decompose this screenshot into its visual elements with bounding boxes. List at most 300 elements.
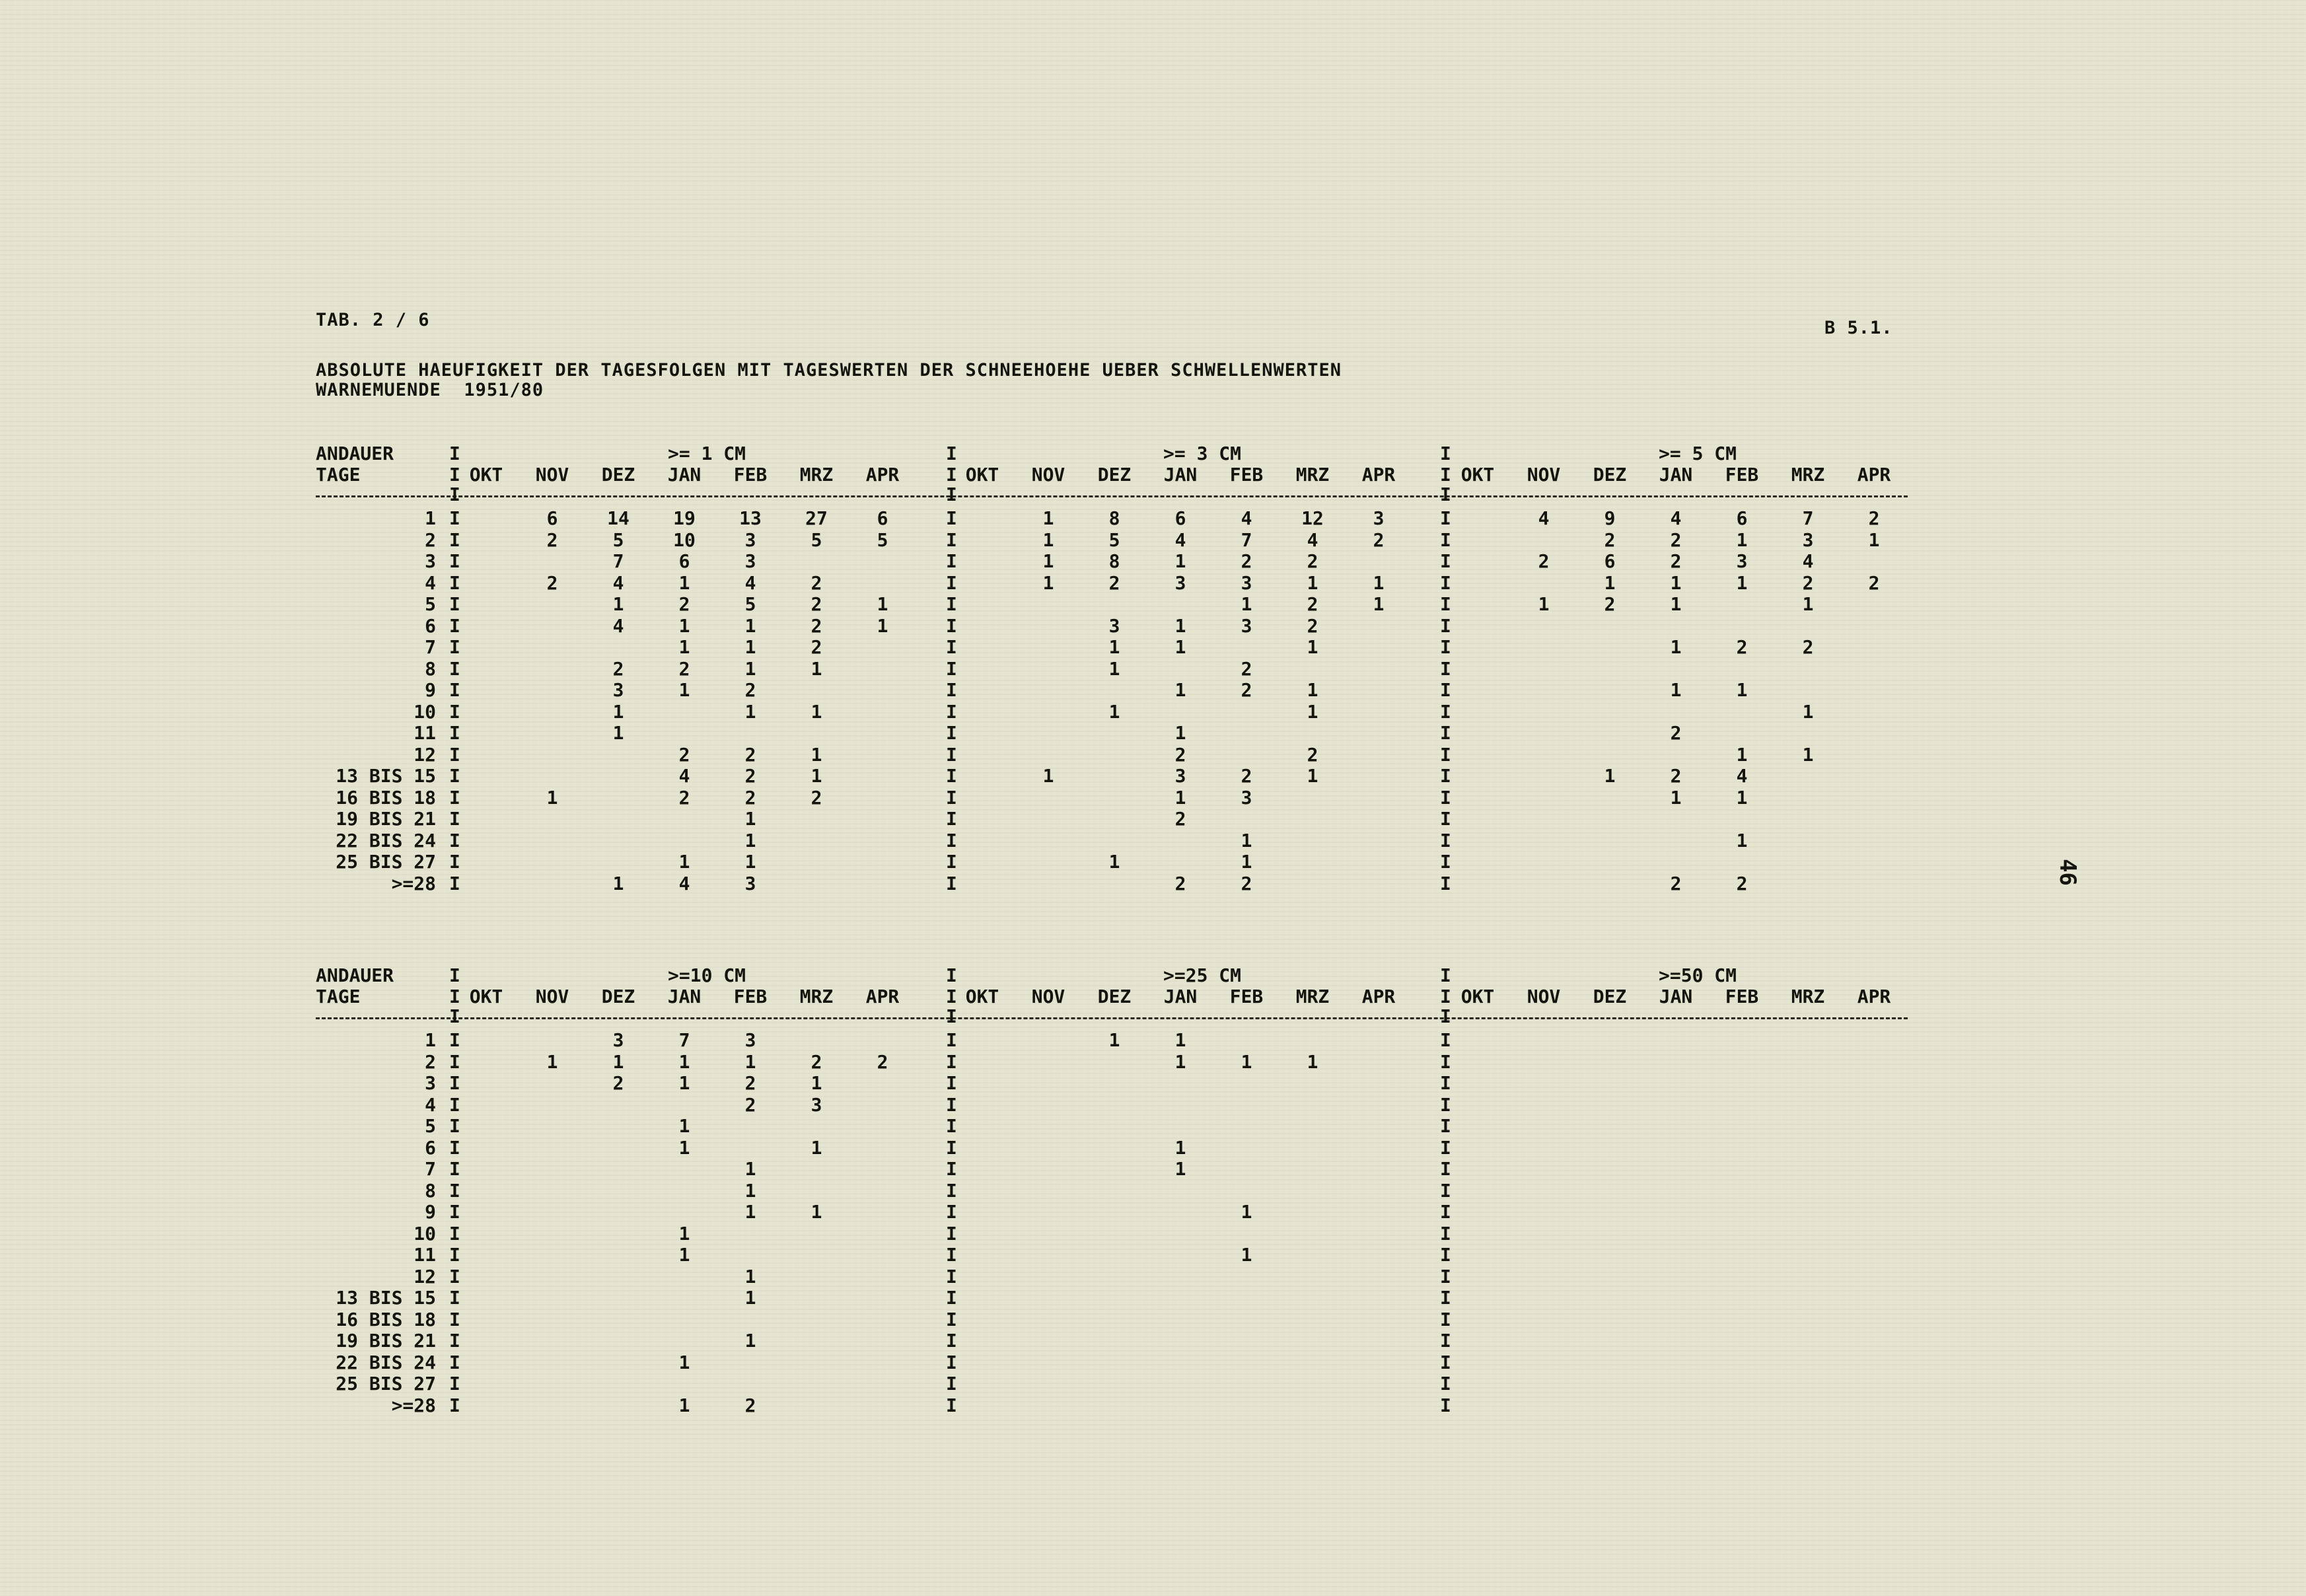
column-separator: I (449, 765, 460, 787)
table-cell: 1 (744, 1287, 756, 1309)
column-separator: I (946, 786, 957, 809)
table-cell: 1 (1241, 1201, 1252, 1223)
row-label: 4 (425, 571, 436, 594)
table-cell: 27 (805, 507, 828, 529)
table-cell: 1 (1241, 1244, 1252, 1266)
table-cell: 2 (1108, 571, 1120, 594)
table-cell: 1 (1307, 679, 1318, 701)
table-cell: 13 (739, 507, 762, 529)
column-separator: I (449, 829, 460, 852)
table-cell: 1 (612, 1050, 624, 1073)
table-cell: 1 (1373, 571, 1385, 594)
month-header: FEB (733, 986, 768, 1007)
page-number: 46 (2054, 859, 2081, 886)
column-separator: I (1440, 1136, 1451, 1159)
table-id: TAB. 2 / 6 (316, 310, 430, 330)
station-period: WARNEMUENDE 1951/80 (316, 380, 544, 400)
table-cell: 4 (678, 872, 690, 894)
column-separator: I (1440, 550, 1451, 572)
column-separator: I (449, 1115, 460, 1137)
column-separator: I (449, 1005, 460, 1027)
row-label: >=28 (391, 872, 436, 894)
table-cell: 2 (811, 571, 822, 594)
month-header: APR (1361, 986, 1396, 1007)
column-separator: I (449, 808, 460, 830)
column-separator: I (946, 1158, 957, 1180)
month-header: FEB (1229, 986, 1264, 1007)
table-cell: 1 (1802, 743, 1814, 766)
month-header: FEB (1725, 986, 1759, 1007)
row-label: 5 (425, 593, 436, 615)
column-separator: I (946, 484, 957, 505)
month-header: JAN (1659, 464, 1693, 486)
month-header: APR (865, 986, 900, 1007)
month-header: JAN (667, 986, 702, 1007)
table-cell: 8 (1108, 550, 1120, 572)
table-cell: 3 (811, 1093, 822, 1116)
column-separator: I (449, 964, 460, 986)
table-cell: 2 (678, 593, 690, 615)
column-separator: I (946, 1072, 957, 1094)
month-header: DEZ (601, 464, 635, 486)
table-cell: 1 (1802, 700, 1814, 723)
column-separator: I (449, 614, 460, 637)
column-separator: I (449, 1351, 460, 1373)
column-separator: I (946, 829, 957, 852)
row-label: 25 BIS 27 (336, 1373, 436, 1395)
table-cell: 1 (1802, 593, 1814, 615)
table-cell: 2 (1670, 765, 1682, 787)
column-separator: I (946, 964, 957, 986)
table-cell: 5 (744, 593, 756, 615)
table-cell: 1 (744, 614, 756, 637)
column-separator: I (1440, 1351, 1451, 1373)
table-cell: 1 (1108, 636, 1120, 658)
table-cell: 1 (1174, 550, 1186, 572)
column-separator: I (946, 1244, 957, 1266)
table-cell: 2 (1868, 507, 1880, 529)
column-separator: I (1440, 657, 1451, 680)
column-separator: I (1440, 1308, 1451, 1330)
column-separator: I (1440, 1050, 1451, 1073)
column-separator: I (1440, 808, 1451, 830)
row-label: 19 BIS 21 (336, 1330, 436, 1352)
table-cell: 1 (1307, 636, 1318, 658)
month-header: FEB (1229, 464, 1264, 486)
month-header: JAN (1163, 986, 1198, 1007)
table-cell: 8 (1108, 507, 1120, 529)
column-separator: I (946, 593, 957, 615)
table-cell: 4 (1307, 528, 1318, 551)
table-cell: 1 (546, 786, 558, 809)
threshold-label: >= 1 CM (667, 443, 746, 464)
table-cell: 1 (744, 700, 756, 723)
document-title: ABSOLUTE HAEUFIGKEIT DER TAGESFOLGEN MIT TAGESWERTEN DER SCHNEEHOEHE UEBER SCHWELLENWERTEN (316, 360, 1342, 381)
month-header: MRZ (1791, 986, 1825, 1007)
column-separator: I (1440, 1330, 1451, 1352)
table-cell: 2 (1307, 550, 1318, 572)
month-header: MRZ (1295, 464, 1330, 486)
row-label: 7 (425, 1158, 436, 1180)
table-cell: 6 (1174, 507, 1186, 529)
month-header: NOV (1031, 986, 1065, 1007)
table-cell: 7 (612, 550, 624, 572)
table-cell: 2 (1538, 550, 1550, 572)
table-cell: 2 (678, 657, 690, 680)
table-cell: 1 (612, 722, 624, 744)
table-cell: 1 (1174, 722, 1186, 744)
table-cell: 3 (1241, 614, 1252, 637)
table-cell: 2 (1241, 657, 1252, 680)
column-separator: I (449, 443, 460, 464)
table-cell: 1 (811, 1136, 822, 1159)
table-cell: 2 (1241, 679, 1252, 701)
column-separator: I (946, 528, 957, 551)
column-separator: I (946, 1115, 957, 1137)
table-cell: 1 (1241, 829, 1252, 852)
month-header: APR (1857, 986, 1891, 1007)
table-cell: 1 (1670, 636, 1682, 658)
column-separator: I (449, 1093, 460, 1116)
table-cell: 6 (1736, 507, 1748, 529)
table-cell: 4 (1174, 528, 1186, 551)
row-label: 1 (425, 507, 436, 529)
column-separator: I (1440, 484, 1451, 505)
table-cell: 1 (678, 1222, 690, 1245)
table-cell: 14 (607, 507, 630, 529)
table-cell: 1 (1670, 679, 1682, 701)
column-separator: I (1440, 851, 1451, 873)
table-cell: 2 (1307, 593, 1318, 615)
table-cell: 1 (744, 636, 756, 658)
row-label: 25 BIS 27 (336, 851, 436, 873)
table-cell: 12 (1301, 507, 1324, 529)
table-cell: 1 (744, 657, 756, 680)
table-cell: 1 (1736, 528, 1748, 551)
column-separator: I (946, 743, 957, 766)
column-separator: I (449, 1072, 460, 1094)
column-separator: I (1440, 571, 1451, 594)
table-cell: 6 (877, 507, 888, 529)
row-label: 7 (425, 636, 436, 658)
column-separator: I (946, 851, 957, 873)
column-separator: I (1440, 1158, 1451, 1180)
row-label: 13 BIS 15 (336, 1287, 436, 1309)
month-header: MRZ (1295, 986, 1330, 1007)
table-cell: 1 (1174, 1029, 1186, 1051)
table-cell: 2 (744, 765, 756, 787)
table-cell: 2 (1174, 743, 1186, 766)
table-cell: 1 (1736, 571, 1748, 594)
table-cell: 1 (811, 700, 822, 723)
column-separator: I (449, 657, 460, 680)
month-header: NOV (535, 986, 569, 1007)
column-separator: I (449, 1158, 460, 1180)
column-separator: I (946, 464, 957, 486)
table-cell: 1 (811, 657, 822, 680)
table-cell: 1 (1670, 593, 1682, 615)
table-cell: 2 (546, 528, 558, 551)
table-cell: 1 (744, 829, 756, 852)
table-cell: 1 (678, 679, 690, 701)
month-header: FEB (1725, 464, 1759, 486)
row-label: 6 (425, 614, 436, 637)
table-cell: 2 (1736, 872, 1748, 894)
month-header: MRZ (1791, 464, 1825, 486)
table-cell: 1 (1868, 528, 1880, 551)
table-cell: 7 (678, 1029, 690, 1051)
column-separator: I (449, 1222, 460, 1245)
table-cell: 1 (811, 765, 822, 787)
table-cell: 4 (744, 571, 756, 594)
column-separator: I (449, 550, 460, 572)
table-cell: 1 (744, 1265, 756, 1288)
threshold-label: >=25 CM (1163, 964, 1242, 986)
table-cell: 2 (811, 614, 822, 637)
month-header: APR (1361, 464, 1396, 486)
table-cell: 1 (1373, 593, 1385, 615)
table-cell: 2 (1241, 765, 1252, 787)
column-separator: I (1440, 765, 1451, 787)
row-label: 16 BIS 18 (336, 1308, 436, 1330)
table-cell: 2 (1802, 571, 1814, 594)
month-header: APR (865, 464, 900, 486)
row-label: 4 (425, 1093, 436, 1116)
table-cell: 6 (546, 507, 558, 529)
table-cell: 1 (1670, 571, 1682, 594)
table-cell: 4 (612, 571, 624, 594)
row-label: 2 (425, 528, 436, 551)
table-cell: 1 (678, 1136, 690, 1159)
column-separator: I (946, 1265, 957, 1288)
column-separator: I (946, 1136, 957, 1159)
table-cell: 4 (612, 614, 624, 637)
column-separator: I (1440, 443, 1451, 464)
table-cell: 3 (744, 872, 756, 894)
table-cell: 1 (877, 614, 888, 637)
column-separator: I (449, 722, 460, 744)
threshold-label: >=50 CM (1658, 964, 1737, 986)
column-separator: I (449, 1373, 460, 1395)
table-cell: 1 (1241, 1050, 1252, 1073)
column-separator: I (946, 636, 957, 658)
month-header: APR (1857, 464, 1891, 486)
column-separator: I (1440, 464, 1451, 486)
table-cell: 2 (744, 743, 756, 766)
column-separator: I (449, 679, 460, 701)
table-cell: 1 (678, 1394, 690, 1416)
table-cell: 1 (1307, 765, 1318, 787)
table-cell: 1 (546, 1050, 558, 1073)
table-cell: 1 (1307, 1050, 1318, 1073)
table-cell: 4 (1538, 507, 1550, 529)
table-cell: 7 (1802, 507, 1814, 529)
table-cell: 1 (612, 872, 624, 894)
table-cell: 2 (744, 1093, 756, 1116)
column-separator: I (1440, 614, 1451, 637)
column-separator: I (946, 1201, 957, 1223)
table-cell: 1 (1174, 614, 1186, 637)
month-header: MRZ (799, 464, 834, 486)
table-cell: 2 (1307, 614, 1318, 637)
table-cell: 2 (612, 1072, 624, 1094)
month-header: NOV (1527, 464, 1561, 486)
column-separator: I (449, 1287, 460, 1309)
table-cell: 1 (1174, 636, 1186, 658)
month-header: NOV (535, 464, 569, 486)
table-cell: 1 (1174, 679, 1186, 701)
table-cell: 1 (744, 1201, 756, 1223)
column-separator: I (946, 550, 957, 572)
table-cell: 5 (1108, 528, 1120, 551)
table-cell: 10 (673, 528, 696, 551)
column-separator: I (1440, 1072, 1451, 1094)
table-cell: 2 (811, 636, 822, 658)
column-separator: I (946, 1005, 957, 1027)
column-separator: I (1440, 743, 1451, 766)
column-separator: I (1440, 1093, 1451, 1116)
column-separator: I (449, 986, 460, 1007)
table-cell: 7 (1241, 528, 1252, 551)
row-label: 3 (425, 550, 436, 572)
table-cell: 1 (811, 743, 822, 766)
row-header-tage: TAGE (316, 986, 361, 1007)
month-header: NOV (1031, 464, 1065, 486)
table-cell: 5 (811, 528, 822, 551)
header-separator (316, 495, 1908, 497)
row-label: 12 (414, 1265, 436, 1288)
column-separator: I (449, 1179, 460, 1202)
table-cell: 3 (1802, 528, 1814, 551)
table-cell: 2 (1174, 808, 1186, 830)
table-cell: 6 (678, 550, 690, 572)
month-header: NOV (1527, 986, 1561, 1007)
table-cell: 1 (678, 614, 690, 637)
table-cell: 1 (1174, 1050, 1186, 1073)
column-separator: I (946, 571, 957, 594)
column-separator: I (1440, 986, 1451, 1007)
table-cell: 2 (811, 593, 822, 615)
table-cell: 2 (1241, 550, 1252, 572)
table-cell: 1 (678, 1115, 690, 1137)
row-label: 10 (414, 1222, 436, 1245)
month-header: DEZ (1097, 986, 1132, 1007)
column-separator: I (449, 786, 460, 809)
table-cell: 1 (1307, 571, 1318, 594)
table-cell: 3 (1241, 571, 1252, 594)
column-separator: I (449, 1050, 460, 1073)
column-separator: I (449, 1265, 460, 1288)
column-separator: I (449, 484, 460, 505)
column-separator: I (946, 507, 957, 529)
row-label: 5 (425, 1115, 436, 1137)
table-cell: 2 (1802, 636, 1814, 658)
table-cell: 1 (744, 1158, 756, 1180)
column-separator: I (1440, 1029, 1451, 1051)
table-cell: 1 (1042, 507, 1054, 529)
table-cell: 2 (744, 679, 756, 701)
table-cell: 1 (744, 1179, 756, 1202)
row-label: 22 BIS 24 (336, 1351, 436, 1373)
table-cell: 1 (877, 593, 888, 615)
table-cell: 2 (1670, 872, 1682, 894)
column-separator: I (1440, 722, 1451, 744)
table-cell: 1 (1174, 786, 1186, 809)
column-separator: I (449, 507, 460, 529)
row-label: 13 BIS 15 (336, 765, 436, 787)
table-cell: 2 (744, 1072, 756, 1094)
table-cell: 1 (612, 593, 624, 615)
month-header: OKT (469, 986, 503, 1007)
table-cell: 1 (678, 1050, 690, 1073)
column-separator: I (1440, 964, 1451, 986)
row-label: 19 BIS 21 (336, 808, 436, 830)
table-cell: 3 (1373, 507, 1385, 529)
table-cell: 19 (673, 507, 696, 529)
table-cell: 4 (1802, 550, 1814, 572)
table-cell: 2 (1174, 872, 1186, 894)
table-cell: 3 (612, 679, 624, 701)
table-cell: 1 (1604, 571, 1616, 594)
table-cell: 9 (1604, 507, 1616, 529)
table-cell: 1 (612, 700, 624, 723)
table-cell: 1 (1604, 765, 1616, 787)
month-header: OKT (1460, 986, 1495, 1007)
table-cell: 1 (678, 1351, 690, 1373)
row-label: 22 BIS 24 (336, 829, 436, 852)
table-cell: 1 (1307, 700, 1318, 723)
column-separator: I (946, 679, 957, 701)
column-separator: I (1440, 507, 1451, 529)
table-cell: 2 (1373, 528, 1385, 551)
table-cell: 1 (1538, 593, 1550, 615)
column-separator: I (1440, 1005, 1451, 1027)
column-separator: I (946, 1308, 957, 1330)
table-cell: 1 (1042, 765, 1054, 787)
row-label: 9 (425, 679, 436, 701)
table-cell: 2 (1670, 528, 1682, 551)
table-cell: 3 (744, 550, 756, 572)
table-cell: 1 (811, 1072, 822, 1094)
column-separator: I (946, 1351, 957, 1373)
table-cell: 3 (612, 1029, 624, 1051)
column-separator: I (449, 1136, 460, 1159)
header-separator (316, 1017, 1908, 1019)
table-cell: 1 (1042, 528, 1054, 551)
row-label: 11 (414, 722, 436, 744)
month-header: MRZ (799, 986, 834, 1007)
table-cell: 2 (678, 743, 690, 766)
table-cell: 2 (1736, 636, 1748, 658)
column-separator: I (946, 700, 957, 723)
table-cell: 1 (678, 851, 690, 873)
table-cell: 5 (612, 528, 624, 551)
table-cell: 1 (678, 1072, 690, 1094)
column-separator: I (449, 571, 460, 594)
table-cell: 1 (1736, 786, 1748, 809)
row-header-andauer: ANDAUER (316, 443, 394, 464)
month-header: DEZ (1593, 464, 1627, 486)
table-cell: 1 (1108, 851, 1120, 873)
table-cell: 2 (546, 571, 558, 594)
row-label: 2 (425, 1050, 436, 1073)
column-separator: I (1440, 872, 1451, 894)
section-reference: B 5.1. (1824, 318, 1893, 338)
row-label: 16 BIS 18 (336, 786, 436, 809)
table-cell: 3 (1108, 614, 1120, 637)
column-separator: I (449, 872, 460, 894)
table-cell: 1 (1241, 593, 1252, 615)
